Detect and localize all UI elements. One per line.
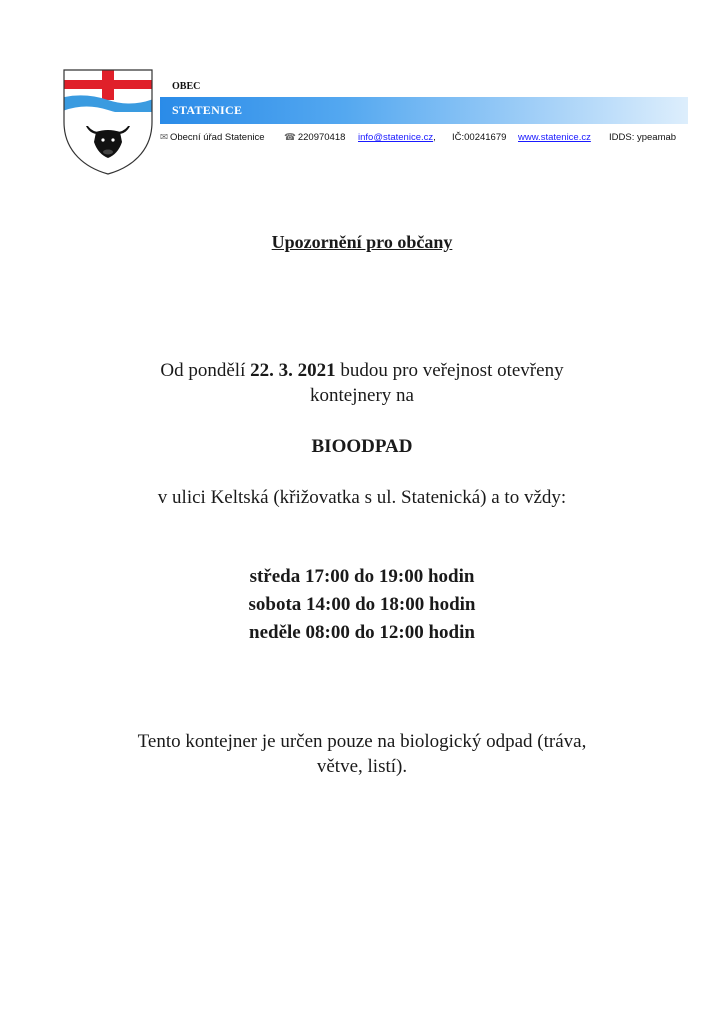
email-suffix: , [433,132,436,143]
web-link[interactable]: www.statenice.cz [518,132,591,143]
office-name: Obecní úřad Statenice [169,132,265,143]
purpose-line-1: Tento kontejner je určen pouze na biologický odpad (tráva, [137,731,587,752]
idds-id: IDDS: ypeamab [609,132,677,143]
intro-date: 22. 3. 2021 [250,360,336,381]
office-contact [160,132,265,143]
obec-label: OBEC [172,81,201,92]
municipal-crest-logo [60,68,156,176]
notice-title: Upozornění pro občany [271,232,453,252]
schedule-item: sobota 14:00 do 18:00 hodin [248,594,476,615]
location-text: v ulici Keltská (křižovatka s ul. Statenická) a to vždy: [157,487,567,508]
town-name: STATENICE [172,103,243,117]
intro-pre: Od pondělí [160,360,251,381]
contact-line [160,130,700,146]
town-banner [160,97,688,124]
email-link[interactable]: info@statenice.cz [358,132,434,143]
schedule-item: neděle 08:00 do 12:00 hodin [249,622,475,643]
intro-line-1 [0,360,724,382]
phone-icon: ☎ [284,132,296,143]
phone-contact [284,132,345,143]
envelope-icon: ✉ [160,132,168,143]
schedule-item: středa 17:00 do 19:00 hodin [249,566,475,587]
purpose-line-2: větve, listí). [316,756,408,777]
intro-line-2: kontejnery na [310,385,414,406]
email-contact [358,132,436,143]
intro-post: budou pro veřejnost otevřeny [335,360,564,381]
container-type: BIOODPAD [311,436,413,457]
phone-number: 220970418 [297,132,346,143]
ic-number: IČ:00241679 [452,132,507,143]
